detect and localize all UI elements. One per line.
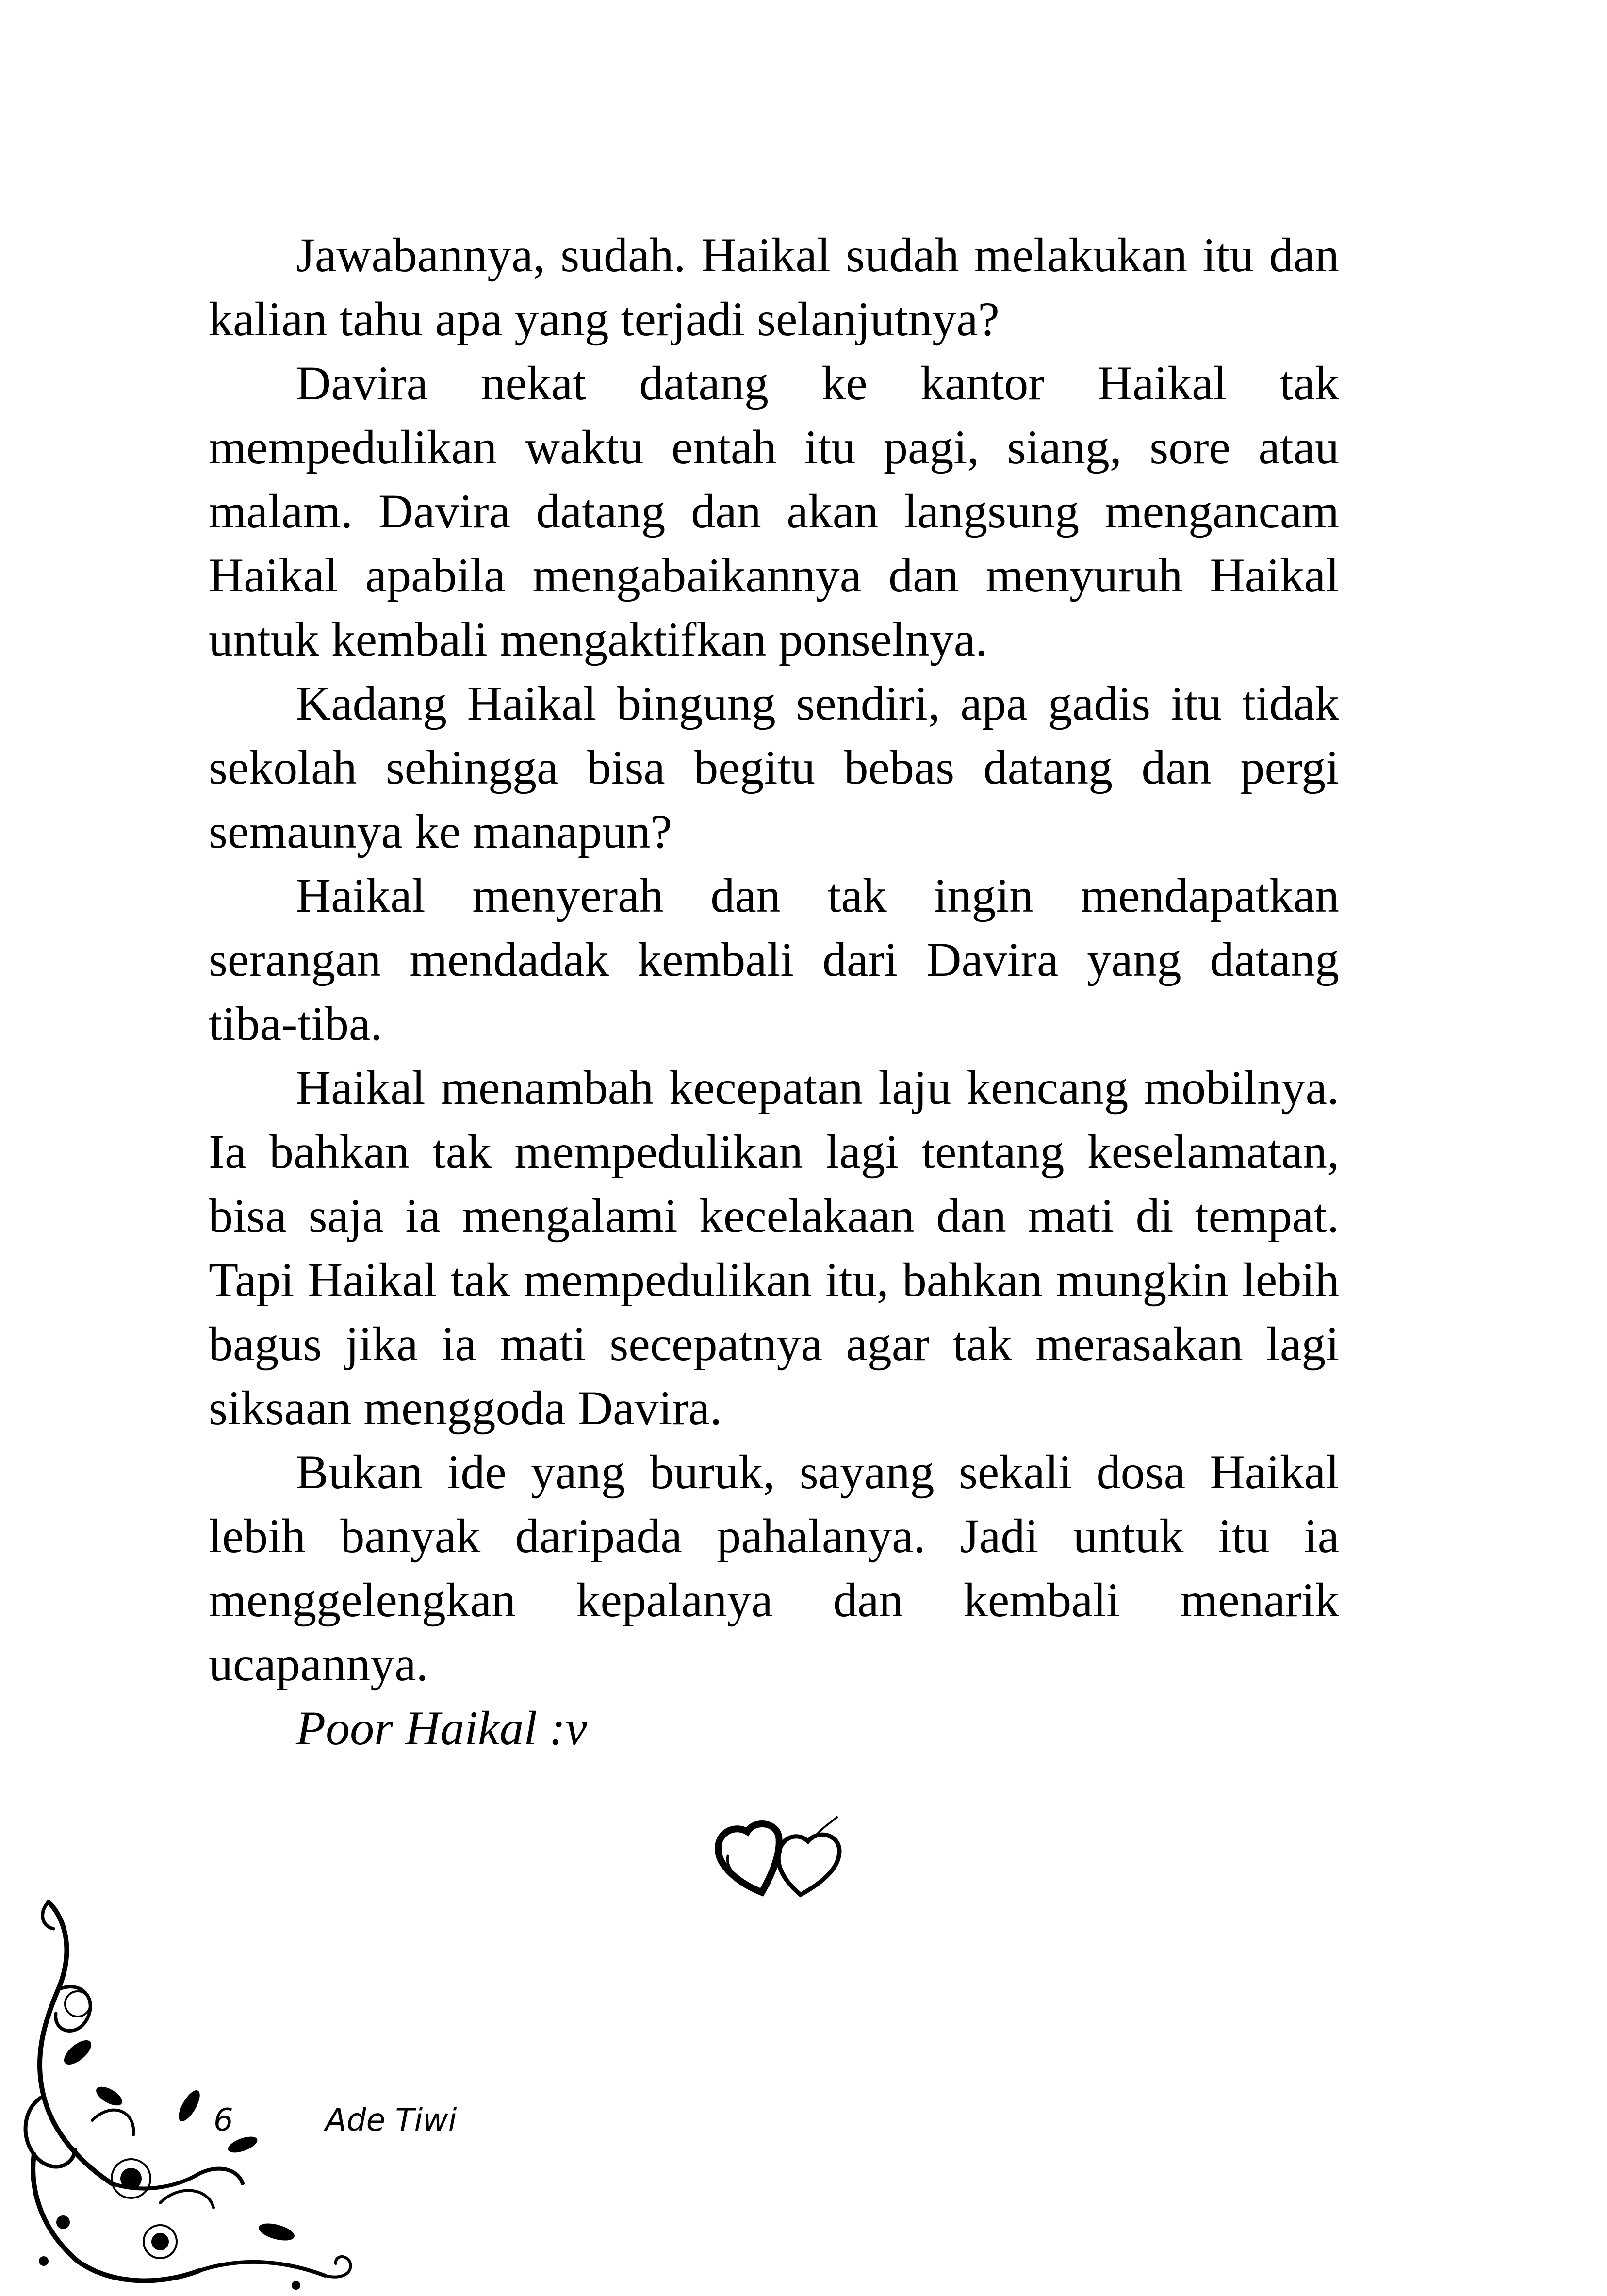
floral-corner-ornament-icon [15, 1892, 383, 2290]
page-footer [213, 2101, 457, 2140]
paragraph-3: Kadang Haikal bingung sendiri, apa gadis itu tidak sekolah sehingga bisa begitu bebas datang dan pergi semaunya ke manapun? [209, 676, 1339, 858]
page-number: 6 [213, 2102, 233, 2138]
body-text [209, 223, 1339, 1760]
paragraph-4: Haikal menyerah dan tak ingin mendapatkan serangan mendadak kembali dari Davira yang datang tiba-tiba. [209, 869, 1339, 1050]
paragraph-5: Haikal menambah kecepatan laju kencang mobilnya. Ia bahkan tak mempedulikan lagi tentang keselamatan, bisa saja ia mengalami kecelakaan dan mati di tempat. Tapi Haikal tak mempedulikan itu, bahkan mungkin lebih bagus jika ia mati secepatnya agar tak merasakan lagi siksaan menggoda Davira. [209, 1061, 1339, 1435]
paragraph-2: Davira nekat datang ke kantor Haikal tak mempedulikan waktu entah itu pagi, siang, sore atau malam. Davira datang dan akan langsung mengancam Haikal apabila mengabaikannya dan menyuruh Haikal untuk kembali mengaktifkan ponselnya. [209, 356, 1339, 666]
author-name: Ade Tiwi [325, 2102, 457, 2138]
paragraph-6: Bukan ide yang buruk, sayang sekali dosa Haikal lebih banyak daripada pahalanya. Jadi untuk itu ia menggelengkan kepalanya dan kembali menarik ucapannya. [209, 1445, 1339, 1691]
double-heart-ornament-icon [708, 1810, 854, 1902]
paragraph-1: Jawabannya, sudah. Haikal sudah melakukan itu dan kalian tahu apa yang terjadi selanjutnya? [209, 228, 1339, 346]
closing-line: Poor Haikal :v [296, 1701, 587, 1755]
